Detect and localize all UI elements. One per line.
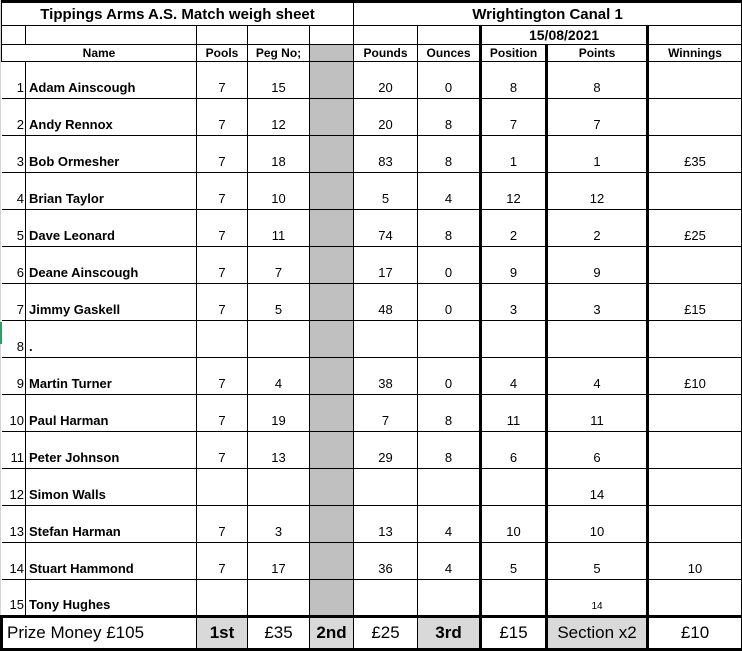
points-cell[interactable]: 12 [547, 173, 648, 210]
prize-second-label[interactable]: 2nd [310, 617, 354, 650]
spacer-column[interactable] [310, 506, 354, 543]
pounds-cell[interactable] [354, 321, 418, 358]
row-number: 3 [2, 136, 26, 173]
winnings-cell[interactable] [648, 506, 742, 543]
points-cell[interactable]: 8 [547, 62, 648, 99]
points-cell[interactable]: 14 [547, 580, 648, 617]
prize-second-value[interactable]: £25 [354, 617, 418, 650]
col-header-name[interactable]: Name [2, 45, 197, 62]
pools-cell[interactable]: 7 [197, 247, 248, 284]
spacer-column[interactable] [310, 358, 354, 395]
ounces-cell[interactable]: 4 [418, 543, 481, 580]
row-number: 9 [2, 358, 26, 395]
title-row [2, 2, 742, 26]
pounds-cell[interactable]: 36 [354, 543, 418, 580]
peg-cell[interactable]: 11 [248, 210, 310, 247]
table-row [2, 62, 742, 99]
angler-name[interactable]: Andy Rennox [26, 99, 197, 136]
prize-third-label[interactable]: 3rd [418, 617, 481, 650]
angler-name[interactable]: Tony Hughes [26, 580, 197, 617]
table-row [2, 284, 742, 321]
prize-first-label[interactable]: 1st [197, 617, 248, 650]
pounds-cell[interactable]: 29 [354, 432, 418, 469]
angler-name[interactable]: Jimmy Gaskell [26, 284, 197, 321]
pools-cell[interactable]: 7 [197, 358, 248, 395]
spacer-column[interactable] [310, 173, 354, 210]
cell[interactable] [418, 26, 481, 45]
row-number: 7 [2, 284, 26, 321]
ounces-cell[interactable]: 4 [418, 506, 481, 543]
spacer-column[interactable] [310, 395, 354, 432]
table-row [2, 395, 742, 432]
ounces-cell[interactable] [418, 321, 481, 358]
spacer-column[interactable] [310, 45, 354, 62]
pools-cell[interactable]: 7 [197, 284, 248, 321]
angler-name[interactable]: Paul Harman [26, 395, 197, 432]
position-cell[interactable]: 9 [481, 247, 547, 284]
pounds-cell[interactable]: 48 [354, 284, 418, 321]
angler-name[interactable]: Stefan Harman [26, 506, 197, 543]
cell[interactable] [310, 26, 354, 45]
pounds-cell[interactable]: 74 [354, 210, 418, 247]
points-cell[interactable]: 2 [547, 210, 648, 247]
pools-cell[interactable] [197, 321, 248, 358]
pools-cell[interactable]: 7 [197, 99, 248, 136]
peg-cell[interactable]: 19 [248, 395, 310, 432]
col-header-peg[interactable]: Peg No; [248, 45, 310, 62]
peg-cell[interactable]: 10 [248, 173, 310, 210]
peg-cell[interactable]: 3 [248, 506, 310, 543]
spacer-column[interactable] [310, 210, 354, 247]
date-row [2, 26, 742, 45]
cell[interactable] [197, 26, 248, 45]
row-number: 11 [2, 432, 26, 469]
row-number: 15 [2, 580, 26, 617]
table-row [2, 247, 742, 284]
winnings-cell[interactable] [648, 99, 742, 136]
table-row [2, 543, 742, 580]
winnings-cell[interactable] [648, 247, 742, 284]
pounds-cell[interactable]: 38 [354, 358, 418, 395]
pools-cell[interactable]: 7 [197, 62, 248, 99]
position-cell[interactable] [481, 469, 547, 506]
pounds-cell[interactable]: 5 [354, 173, 418, 210]
col-header-pounds[interactable]: Pounds [354, 45, 418, 62]
prize-first-value[interactable]: £35 [248, 617, 310, 650]
table-row [2, 506, 742, 543]
winnings-cell[interactable] [648, 173, 742, 210]
pools-cell[interactable] [197, 469, 248, 506]
pools-cell[interactable]: 7 [197, 395, 248, 432]
winnings-cell[interactable]: 10 [648, 543, 742, 580]
winnings-cell[interactable]: £25 [648, 210, 742, 247]
pools-cell[interactable]: 7 [197, 506, 248, 543]
peg-cell[interactable]: 13 [248, 432, 310, 469]
col-header-points[interactable]: Points [547, 45, 648, 62]
pounds-cell[interactable]: 83 [354, 136, 418, 173]
position-cell[interactable]: 8 [481, 62, 547, 99]
points-cell[interactable]: 7 [547, 99, 648, 136]
header-row [2, 45, 742, 62]
ounces-cell[interactable]: 8 [418, 136, 481, 173]
winnings-cell[interactable] [648, 395, 742, 432]
pounds-cell[interactable] [354, 580, 418, 617]
angler-name[interactable]: Deane Ainscough [26, 247, 197, 284]
prize-section-label[interactable]: Section x2 [547, 617, 648, 650]
cell[interactable] [648, 26, 742, 45]
sheet-title[interactable]: Tippings Arms A.S. Match weigh sheet [2, 2, 354, 26]
match-date[interactable]: 15/08/2021 [481, 26, 648, 45]
spacer-column[interactable] [310, 284, 354, 321]
position-cell[interactable]: 4 [481, 358, 547, 395]
points-cell[interactable]: 10 [547, 506, 648, 543]
position-cell[interactable] [481, 580, 547, 617]
angler-name[interactable]: Brian Taylor [26, 173, 197, 210]
spacer-column[interactable] [310, 247, 354, 284]
table-row [2, 469, 742, 506]
prize-third-value[interactable]: £15 [481, 617, 547, 650]
winnings-cell[interactable] [648, 469, 742, 506]
angler-name[interactable]: . [26, 321, 197, 358]
pounds-cell[interactable]: 7 [354, 395, 418, 432]
winnings-cell[interactable] [648, 321, 742, 358]
pools-cell[interactable]: 7 [197, 543, 248, 580]
ounces-cell[interactable]: 4 [418, 173, 481, 210]
peg-cell[interactable]: 12 [248, 99, 310, 136]
peg-cell[interactable]: 18 [248, 136, 310, 173]
spacer-column[interactable] [310, 99, 354, 136]
position-cell[interactable]: 11 [481, 395, 547, 432]
table-row [2, 321, 742, 358]
peg-cell[interactable] [248, 321, 310, 358]
position-cell[interactable]: 6 [481, 432, 547, 469]
angler-name[interactable]: Simon Walls [26, 469, 197, 506]
ounces-cell[interactable]: 8 [418, 432, 481, 469]
row-number: 14 [2, 543, 26, 580]
row-number: 5 [2, 210, 26, 247]
peg-cell[interactable]: 17 [248, 543, 310, 580]
spacer-column[interactable] [310, 469, 354, 506]
position-cell[interactable] [481, 321, 547, 358]
table-row [2, 99, 742, 136]
peg-cell[interactable]: 15 [248, 62, 310, 99]
row-number: 13 [2, 506, 26, 543]
row-number: 12 [2, 469, 26, 506]
peg-cell[interactable] [248, 469, 310, 506]
position-cell[interactable]: 2 [481, 210, 547, 247]
spacer-column[interactable] [310, 136, 354, 173]
points-cell[interactable]: 4 [547, 358, 648, 395]
pounds-cell[interactable]: 20 [354, 62, 418, 99]
angler-name[interactable]: Bob Ormesher [26, 136, 197, 173]
cell[interactable] [26, 26, 197, 45]
ounces-cell[interactable]: 0 [418, 358, 481, 395]
points-cell[interactable]: 5 [547, 543, 648, 580]
spacer-column[interactable] [310, 543, 354, 580]
position-cell[interactable]: 10 [481, 506, 547, 543]
position-cell[interactable]: 5 [481, 543, 547, 580]
row-number: 10 [2, 395, 26, 432]
angler-name[interactable]: Stuart Hammond [26, 543, 197, 580]
col-header-pools[interactable]: Pools [197, 45, 248, 62]
pounds-cell[interactable]: 20 [354, 99, 418, 136]
points-cell[interactable]: 3 [547, 284, 648, 321]
winnings-cell[interactable]: £10 [648, 358, 742, 395]
pools-cell[interactable]: 7 [197, 173, 248, 210]
points-cell[interactable]: 14 [547, 469, 648, 506]
pools-cell[interactable]: 7 [197, 136, 248, 173]
prize-money-label[interactable]: Prize Money £105 [2, 617, 197, 650]
angler-name[interactable]: Martin Turner [26, 358, 197, 395]
cell[interactable] [354, 26, 418, 45]
ounces-cell[interactable]: 0 [418, 284, 481, 321]
row-number: 1 [2, 62, 26, 99]
pools-cell[interactable] [197, 580, 248, 617]
ounces-cell[interactable]: 0 [418, 62, 481, 99]
row-number: 4 [2, 173, 26, 210]
col-header-winnings[interactable]: Winnings [648, 45, 742, 62]
prize-section-value[interactable]: £10 [648, 617, 742, 650]
peg-cell[interactable]: 7 [248, 247, 310, 284]
position-cell[interactable]: 7 [481, 99, 547, 136]
winnings-cell[interactable] [648, 432, 742, 469]
table-row [2, 432, 742, 469]
table-row [2, 580, 742, 617]
row-number: 6 [2, 247, 26, 284]
spacer-column[interactable] [310, 321, 354, 358]
points-cell[interactable]: 9 [547, 247, 648, 284]
points-cell[interactable]: 6 [547, 432, 648, 469]
pounds-cell[interactable] [354, 469, 418, 506]
cell[interactable] [248, 26, 310, 45]
winnings-cell[interactable] [648, 580, 742, 617]
table-row [2, 210, 742, 247]
spacer-column[interactable] [310, 62, 354, 99]
prize-row [2, 617, 742, 650]
table-row [2, 173, 742, 210]
points-cell[interactable] [547, 321, 648, 358]
points-cell[interactable]: 11 [547, 395, 648, 432]
pools-cell[interactable]: 7 [197, 432, 248, 469]
angler-name[interactable]: Adam Ainscough [26, 62, 197, 99]
ounces-cell[interactable] [418, 469, 481, 506]
winnings-cell[interactable]: £35 [648, 136, 742, 173]
ounces-cell[interactable]: 8 [418, 395, 481, 432]
position-cell[interactable]: 1 [481, 136, 547, 173]
ounces-cell[interactable]: 8 [418, 210, 481, 247]
peg-cell[interactable]: 5 [248, 284, 310, 321]
angler-name[interactable]: Peter Johnson [26, 432, 197, 469]
winnings-cell[interactable] [648, 62, 742, 99]
ounces-cell[interactable] [418, 580, 481, 617]
angler-name[interactable]: Dave Leonard [26, 210, 197, 247]
table-row [2, 358, 742, 395]
pounds-cell[interactable]: 17 [354, 247, 418, 284]
pools-cell[interactable]: 7 [197, 210, 248, 247]
venue-title[interactable]: Wrightington Canal 1 [354, 2, 742, 26]
row-number: 2 [2, 99, 26, 136]
position-cell[interactable]: 12 [481, 173, 547, 210]
peg-cell[interactable]: 4 [248, 358, 310, 395]
cell[interactable] [2, 26, 26, 45]
spacer-column[interactable] [310, 580, 354, 617]
winnings-cell[interactable]: £15 [648, 284, 742, 321]
spacer-column[interactable] [310, 432, 354, 469]
row-number: 8 [2, 321, 26, 358]
peg-cell[interactable] [248, 580, 310, 617]
table-row [2, 136, 742, 173]
points-cell[interactable]: 1 [547, 136, 648, 173]
ounces-cell[interactable]: 0 [418, 247, 481, 284]
ounces-cell[interactable]: 8 [418, 99, 481, 136]
col-header-ounces[interactable]: Ounces [418, 45, 481, 62]
pounds-cell[interactable]: 13 [354, 506, 418, 543]
col-header-position[interactable]: Position [481, 45, 547, 62]
position-cell[interactable]: 3 [481, 284, 547, 321]
